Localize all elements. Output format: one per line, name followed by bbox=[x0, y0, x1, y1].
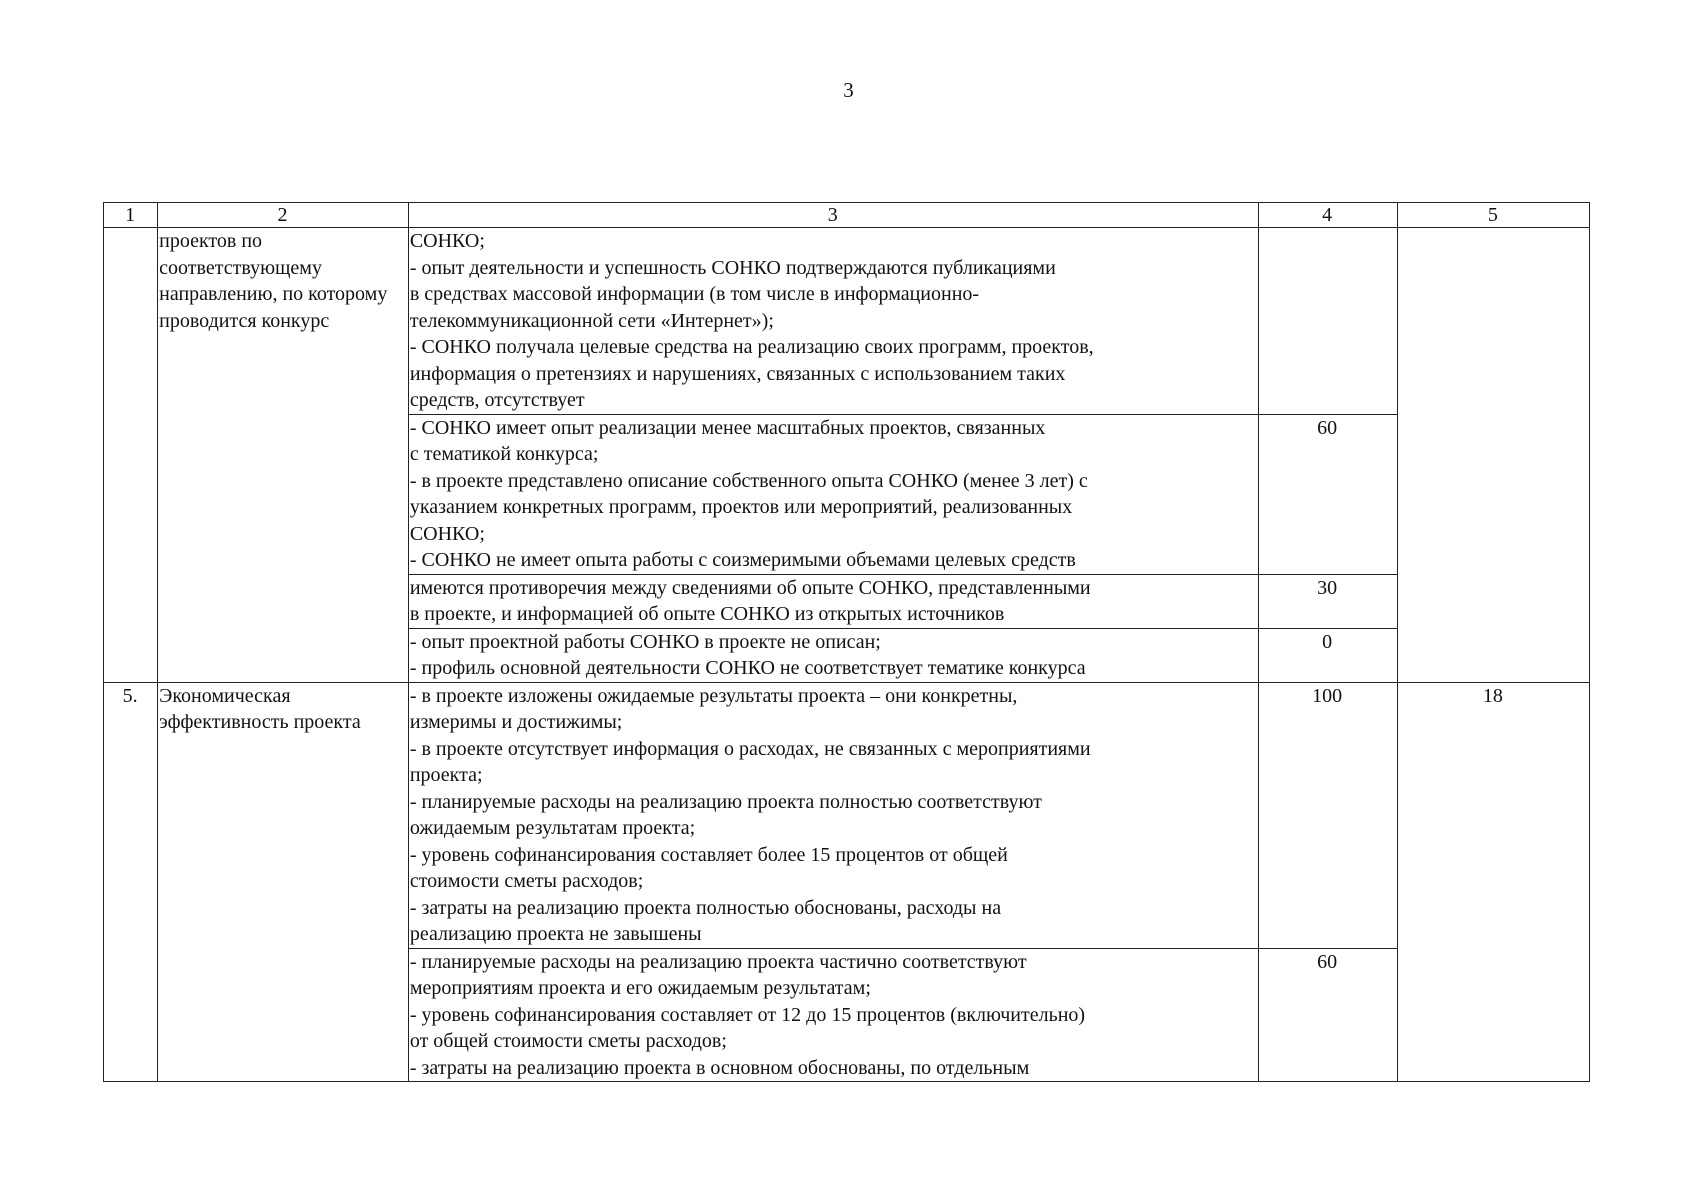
column-header: 4 bbox=[1258, 203, 1397, 228]
grade-score: 60 bbox=[1258, 414, 1397, 574]
grade-score bbox=[1258, 228, 1397, 415]
criterion-number: 5. bbox=[104, 682, 158, 1082]
column-header: 1 bbox=[104, 203, 158, 228]
criterion-number bbox=[104, 228, 158, 683]
criteria-table bbox=[103, 202, 1590, 1082]
column-header: 3 bbox=[408, 203, 1258, 228]
grade-score: 100 bbox=[1258, 682, 1397, 948]
grade-description: - СОНКО имеет опыт реализации менее масштабных проектов, связанных с тематикой конкурса; - в проекте представлено описание собственного опыта СОНКО (менее 3 лет) с указанием конкретных программ, проектов или мероприятий, реализованных СОНКО; - СОНКО не имеет опыта работы с соизмеримыми объемами целевых средств bbox=[408, 414, 1258, 574]
grade-score: 60 bbox=[1258, 948, 1397, 1082]
header-row bbox=[104, 203, 1590, 228]
criterion-weight: 18 bbox=[1397, 682, 1589, 1082]
grade-score: 0 bbox=[1258, 628, 1397, 682]
criterion-name: Экономическая эффективность проекта bbox=[158, 682, 409, 1082]
page-number: 3 bbox=[843, 78, 854, 102]
grade-score: 30 bbox=[1258, 574, 1397, 628]
table-row bbox=[104, 228, 1590, 415]
criterion-name: проектов по соответствующему направлению, по которому проводится конкурс bbox=[158, 228, 409, 683]
grade-description: - планируемые расходы на реализацию проекта частично соответствуют мероприятиям проекта и его ожидаемым результатам; - уровень софинансирования составляет от 12 до 15 процентов (включительно) от общей стоимости сметы расходов; - затраты на реализацию проекта в основном обоснованы, по отдельным bbox=[408, 948, 1258, 1082]
column-header: 2 bbox=[158, 203, 409, 228]
column-header: 5 bbox=[1397, 203, 1589, 228]
table-row bbox=[104, 682, 1590, 948]
grade-description: имеются противоречия между сведениями об опыте СОНКО, представленными в проекте, и информацией об опыте СОНКО из открытых источников bbox=[408, 574, 1258, 628]
criterion-weight bbox=[1397, 228, 1589, 683]
grade-description: - в проекте изложены ожидаемые результаты проекта – они конкретны, измеримы и достижимы; - в проекте отсутствует информация о расходах, не связанных с мероприятиями проекта; - планируемые расходы на реализацию проекта полностью соответствуют ожидаемым результатам проекта; - уровень софинансирования составляет более 15 процентов от общей стоимости сметы расходов; - затраты на реализацию проекта полностью обоснованы, расходы на реализацию проекта не завышены bbox=[408, 682, 1258, 948]
grade-description: - опыт проектной работы СОНКО в проекте не описан; - профиль основной деятельности СОНКО не соответствует тематике конкурса bbox=[408, 628, 1258, 682]
grade-description: СОНКО; - опыт деятельности и успешность СОНКО подтверждаются публикациями в средствах массовой информации (в том числе в информационно- телекоммуникационной сети «Интернет»); - СОНКО получала целевые средства на реализацию своих программ, проектов, информация о претензиях и нарушениях, связанных с использованием таких средств, отсутствует bbox=[408, 228, 1258, 415]
